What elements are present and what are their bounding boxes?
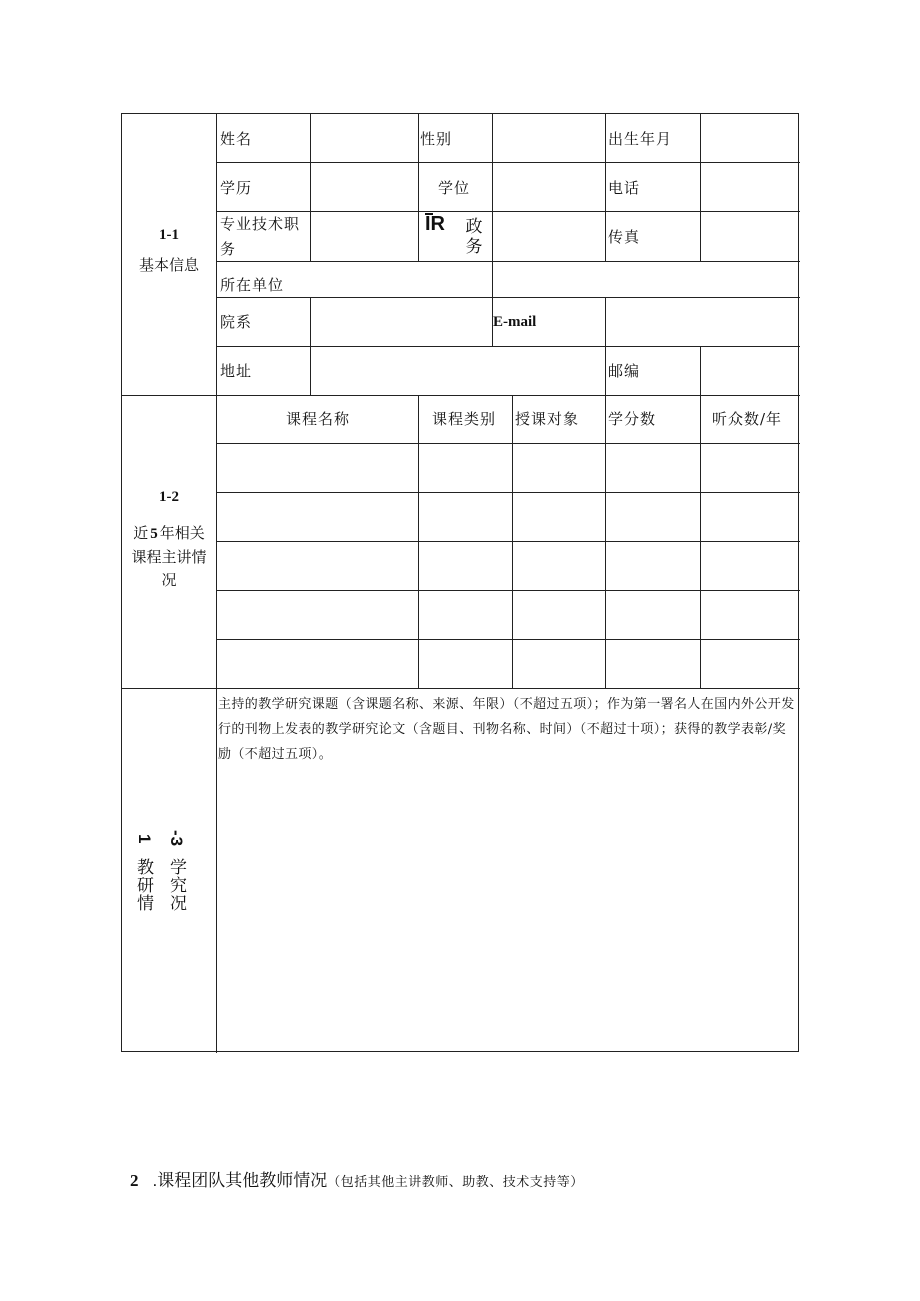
degree-label: 学位: [438, 179, 471, 197]
row-line: [216, 346, 800, 347]
col-line: [310, 114, 311, 261]
col-line: [512, 395, 513, 688]
col-line: [418, 395, 419, 688]
section-1-2-title-line1: 近 5 年相关: [133, 524, 205, 542]
email-label: E-mail: [493, 314, 537, 330]
tech-title-label-line2: 务: [220, 240, 237, 258]
teaching-research-instructions: 主持的教学研究课题（含课题名称、来源、年限）（不超过五项）；作为第一署名人在国内外公开发行的刊物上发表的教学研究论文（含题目、刊物名称、时间）（不超过十项）；获得的教学表彰/奖励（不超过五项）。: [218, 697, 795, 762]
section-1-3-title-col1: 教研情: [134, 858, 153, 912]
row-line: [216, 443, 800, 444]
audience-header: 授课对象: [515, 410, 580, 428]
application-form-table: [121, 113, 799, 1052]
section-1-2-code: 1-2: [159, 489, 179, 505]
section-1-2-title-line3: 况: [161, 571, 177, 589]
course-name-header: 课程名称: [286, 410, 351, 428]
admin-title-prefix: IR: [425, 213, 445, 235]
row-line: [216, 590, 800, 591]
row-line: [216, 297, 800, 298]
col-line: [418, 114, 419, 261]
section-2-number: 2: [130, 1171, 139, 1190]
section-1-2-label: [122, 486, 216, 592]
credits-header: 学分数: [608, 410, 657, 428]
department-label: 院系: [220, 313, 253, 331]
col-line: [310, 297, 311, 395]
course-type-header: 课程类别: [432, 410, 497, 428]
unit-label: 所在单位: [220, 276, 285, 294]
address-label: 地址: [220, 362, 253, 380]
fax-label: 传真: [608, 228, 641, 246]
col-line: [492, 114, 493, 346]
section-line: [122, 395, 800, 396]
section-2-title: .课程团队其他教师情况: [152, 1171, 328, 1190]
birth-label: 出生年月: [608, 130, 673, 148]
admin-title-label: 政务: [465, 217, 483, 256]
listeners-header: 听众数/年: [712, 410, 783, 428]
section-1-1-label: [122, 224, 216, 276]
section-2-heading: [130, 1166, 584, 1191]
row-line: [216, 639, 800, 640]
section-1-1-title: 基本信息: [138, 256, 199, 274]
section-line: [122, 688, 800, 689]
section-1-1-code: 1-1: [159, 227, 179, 243]
teaching-research-input-area[interactable]: [217, 774, 799, 1052]
col-line: [605, 297, 606, 688]
name-label: 姓名: [220, 130, 253, 148]
row-line: [216, 492, 800, 493]
col-line: [605, 114, 606, 261]
section-1-3-num-2: -3: [167, 830, 186, 848]
section-1-3-num-1: 1: [135, 834, 154, 845]
row-line: [216, 261, 800, 262]
gender-label: 性别: [420, 130, 453, 148]
postcode-label: 邮编: [608, 362, 641, 380]
section-1-2-title-line2: 课程主讲情: [131, 548, 207, 566]
phone-label: 电话: [608, 179, 641, 197]
education-label: 学历: [220, 179, 253, 197]
col-line: [700, 114, 701, 261]
section-2-note: （包括其他主讲教师、助教、技术支持等）: [327, 1175, 584, 1190]
col-line: [700, 346, 701, 688]
section-1-3-title-col2: 学究况: [167, 858, 186, 912]
row-line: [216, 211, 800, 212]
tech-title-label-line1: 专业技术职: [220, 215, 301, 233]
row-line: [216, 541, 800, 542]
row-line: [216, 162, 800, 163]
